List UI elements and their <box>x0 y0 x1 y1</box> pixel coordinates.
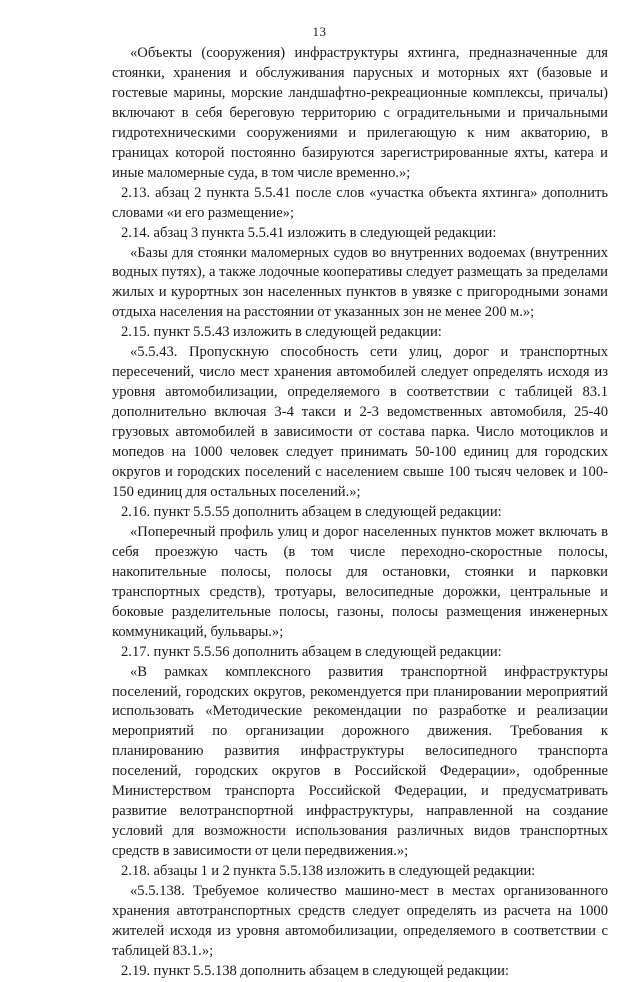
item-2-16: 2.16. пункт 5.5.55 дополнить абзацем в следующей редакции: <box>121 503 502 520</box>
item-2-19: 2.19. пункт 5.5.138 дополнить абзацем в следующей редакции: <box>121 962 509 979</box>
document-body <box>112 44 608 982</box>
item-2-13: 2.13. абзац 2 пункта 5.5.41 после слов «участка объекта яхтинга» дополнить словами «и его размещение»; <box>112 184 608 221</box>
quote-yachting-infrastructure: «Объекты (сооружения) инфраструктуры яхтинга, предназначенные для стоянки, хранения и обслуживания парусных и моторных яхт (базовые и гостевые марины, морские ландшафтно-рекреационные комплексы, причалы) включают в себя береговую территорию с оградительными и причальными гидротехническими сооружениями и прилегающую к ним акваторию, в границах которой постоянно базируются зарегистрированные яхты, катера и иные маломерные суда, в том числе временно.»; <box>112 45 608 181</box>
quote-5-5-138: «5.5.138. Требуемое количество машино-мест в местах организованного хранения автотранспортных средств следует определять из расчета на 1000 жителей исходя из уровня автомобилизации, определяемого в соответствии с таблицей 83.1.»; <box>112 883 608 959</box>
quote-5-5-43: «5.5.43. Пропускную способность сети улиц, дорог и транспортных пересечений, число мест хранения автомобилей следует определять исходя из уровня автомобилизации, определяемого в соответствии с таблицей 83.1 дополнительно включая 3-4 такси и 2-3 ведомственных автомобиля, 25-40 грузовых автомобилей в зависимости от состава парка. Число мотоциклов и мопедов на 1000 человек следует принимать 50-100 единиц для городских округов и городских поселений с населением свыше 100 тысяч человек и 100-150 единиц для остальных поселений.»; <box>112 344 608 500</box>
quote-street-profile: «Поперечный профиль улиц и дорог населенных пунктов может включать в себя проезжую часть (в том числе переходно-скоростные полосы, накопительные полосы, полосы для остановки, стоянки и парковки транспортных средств), тротуары, велосипедные дорожки, центральные и боковые разделительные полосы, газоны, полосы размещения инженерных коммуникаций, бульвары.»; <box>112 523 608 640</box>
page-number: 13 <box>312 24 327 39</box>
item-2-14: 2.14. абзац 3 пункта 5.5.41 изложить в следующей редакции: <box>121 224 497 241</box>
quote-transport-infrastructure: «В рамках комплексного развития транспортной инфраструктуры поселений, городских округов, рекомендуется при планировании мероприятий использовать «Методические рекомендации по разработке и реализации мероприятий по организации дорожного движения. Требования к планированию развития инфраструктуры велосипедного транспорта поселений, городских округов в Российской Федерации», одобренные Министерством транспорта Российской Федерации, и предусматривать развитие велотранспортной инфраструктуры, направленной на создание условий для возможности использования различных видов транспортных средств в зависимости от цели передвижения.»; <box>112 663 608 860</box>
quote-small-vessel-bases: «Базы для стоянки маломерных судов во внутренних водоемах (внутренних водных путях), а также лодочные кооперативы следует размещать за пределами жилых и курортных зон населенных пунктов в увязке с пригородными зонами отдыха населения на расстоянии от указанных зон не менее 200 м.»; <box>112 244 608 321</box>
item-2-15: 2.15. пункт 5.5.43 изложить в следующей редакции: <box>121 324 442 341</box>
item-2-17: 2.17. пункт 5.5.56 дополнить абзацем в следующей редакции: <box>121 643 502 660</box>
item-2-18: 2.18. абзацы 1 и 2 пункта 5.5.138 изложить в следующей редакции: <box>121 863 536 880</box>
